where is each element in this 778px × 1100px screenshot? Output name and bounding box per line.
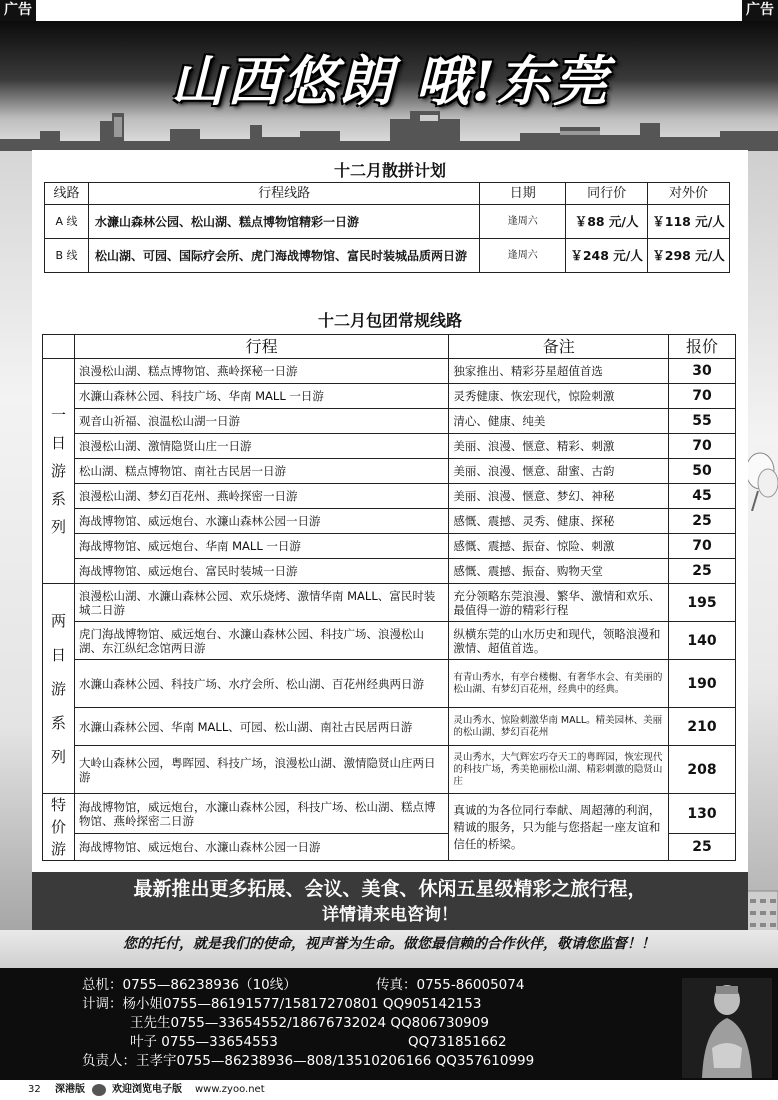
table-row: [43, 409, 736, 434]
col-header-price: 报价: [669, 335, 736, 359]
table-row: [43, 534, 736, 559]
price-cell: 70: [669, 434, 736, 459]
price-cell: 25: [669, 834, 736, 861]
price-cell: 140: [669, 622, 736, 660]
route-cell: 大岭山森林公园，粤晖园、科技广场，浪漫松山湖、激情隐贤山庄两日游: [74, 746, 448, 794]
table-row: [43, 359, 736, 384]
fax-number: 传真：0755-86005074: [376, 977, 525, 993]
col-header-public-price: 对外价: [648, 183, 730, 205]
route-date: 逢周六: [480, 205, 566, 239]
col-header-category: [43, 335, 75, 359]
route-cell: 水濂山森林公园、科技广场、华南 MALL 一日游: [74, 384, 448, 409]
route-cell: 浪漫松山湖、激情隐贤山庄一日游: [74, 434, 448, 459]
table-row: [43, 509, 736, 534]
col-header-route: 行程: [74, 335, 448, 359]
category-two-day: 两日游系列: [43, 584, 75, 794]
note-cell: 充分领略东莞浪漫、繁华、激情和欢乐、最值得一游的精彩行程: [449, 584, 669, 622]
price-cell: 50: [669, 459, 736, 484]
route-cell: 浪漫松山湖、梦幻百花州、燕岭探密一日游: [74, 484, 448, 509]
group-tour-table: [42, 334, 736, 861]
promo-line-1: 最新推出更多拓展、会议、美食、休闲五星级精彩之旅行程，: [133, 878, 647, 900]
banner: [0, 21, 778, 151]
price-cell: 210: [669, 708, 736, 746]
planner-3: 叶子 0755—33654553: [130, 1034, 278, 1050]
route-description: 水濂山森林公园、松山湖、糕点博物馆精彩一日游: [88, 205, 479, 239]
main-phone: 总机：0755—86238936（10线）: [82, 977, 297, 993]
route-cell: 海战博物馆、威远炮台、华南 MALL 一日游: [74, 534, 448, 559]
scatter-plan-table: [44, 182, 730, 273]
price-cell: 70: [669, 534, 736, 559]
table-row: [43, 794, 736, 834]
planner-1: 计调：杨小姐0755—86191577/15817270801 QQ905142153: [82, 996, 482, 1012]
ad-label-left: 广告: [0, 0, 36, 21]
route-description: 松山湖、可园、国际疗会所、虎门海战博物馆、富民时装城品质两日游: [88, 239, 479, 273]
ad-label-right: 广告: [742, 0, 778, 21]
price-cell: 70: [669, 384, 736, 409]
table-row: [43, 584, 736, 622]
slogan: 您的托付，就是我们的使命，视声誉为生命。做您最信赖的合作伙伴，敬请您监督！！: [0, 930, 778, 968]
table-row: [43, 660, 736, 708]
table-row: [43, 459, 736, 484]
route-cell: 松山湖、糕点博物馆、南社古民居一日游: [74, 459, 448, 484]
public-price: ￥118 元/人: [648, 205, 730, 239]
website-link[interactable]: www.zyoo.net: [195, 1084, 265, 1095]
price-cell: 130: [669, 794, 736, 834]
price-cell: 30: [669, 359, 736, 384]
route-cell: 浪漫松山湖、糕点博物馆、燕岭探秘一日游: [74, 359, 448, 384]
planner-2: 王先生0755—33654552/18676732024 QQ806730909: [130, 1015, 489, 1031]
scatter-plan-title: 十二月散拼计划: [333, 161, 446, 180]
buddha-statue-image: [682, 978, 772, 1078]
category-one-day: 一日游系列: [43, 359, 75, 584]
route-cell: 观音山祈福、浪温松山湖一日游: [74, 409, 448, 434]
note-cell: 美丽、浪漫、惬意、精彩、刺激: [449, 434, 669, 459]
route-cell: 水濂山森林公园、华南 MALL、可园、松山湖、南社古民居两日游: [74, 708, 448, 746]
category-special: 特价游: [43, 794, 75, 861]
note-cell: 感慨、震撼、振奋、购物天堂: [449, 559, 669, 584]
promo-banner: [32, 872, 748, 930]
col-header-note: 备注: [449, 335, 669, 359]
note-cell: 有青山秀水，有亭台楼榭、有奢华水会、有美丽的松山湖、有梦幻百花州，经典中的经典。: [449, 660, 669, 708]
planner-3-qq: QQ731851662: [408, 1034, 507, 1050]
note-cell: 灵秀健康、恢宏现代，惊险刺激: [449, 384, 669, 409]
route-code: A 线: [45, 205, 89, 239]
table-row: [45, 205, 730, 239]
contact-section: [0, 968, 778, 1080]
table-row: [43, 622, 736, 660]
price-cell: 45: [669, 484, 736, 509]
route-cell: 浪漫松山湖、水濂山森林公园、欢乐烧烤、激情华南 MALL、富民时装城二日游: [74, 584, 448, 622]
col-header-code: 线路: [45, 183, 89, 205]
table-row: [45, 239, 730, 273]
note-cell: 真诚的为各位同行奉献、周超薄的利润，精诚的服务，只为能与您搭起一座友谊和信任的桥梁。: [449, 794, 669, 861]
note-cell: 清心、健康、纯美: [449, 409, 669, 434]
note-cell: 感慨、震撼、振奋、惊险、刺激: [449, 534, 669, 559]
route-cell: 海战博物馆、威远炮台、水濂山森林公园一日游: [74, 834, 448, 861]
note-cell: 灵山秀水、惊险刺激华南 MALL。精美园林、美丽的松山湖、梦幻百花州: [449, 708, 669, 746]
peer-price: ￥88 元/人: [566, 205, 648, 239]
note-cell: 灵山秀水，大气辉宏巧夺天工的粤晖园，恢宏现代的科技广场，秀美艳丽松山湖、精彩刺激的隐贤山庄: [449, 746, 669, 794]
route-cell: 水濂山森林公园、科技广场、水疗会所、松山湖、百花州经典两日游: [74, 660, 448, 708]
route-cell: 海战博物馆，威远炮台，水濂山森林公园，科技广场、松山湖、糕点博物馆、燕岭探密二日游: [74, 794, 448, 834]
page-number: 32: [28, 1084, 41, 1095]
route-cell: 海战博物馆、威远炮台、富民时装城一日游: [74, 559, 448, 584]
note-cell: 美丽、浪漫、惬意、甜蜜、古韵: [449, 459, 669, 484]
note-cell: 美丽、浪漫、惬意、梦幻、神秘: [449, 484, 669, 509]
table-header-row: [43, 335, 736, 359]
table-header-row: [45, 183, 730, 205]
skyline-image: [0, 101, 778, 151]
col-header-peer-price: 同行价: [566, 183, 648, 205]
route-date: 逢周六: [480, 239, 566, 273]
manager-contact: 负责人：王孝宇0755—86238936—808/13510206166 QQ357610999: [82, 1053, 535, 1069]
logo-icon: [92, 1084, 106, 1096]
price-cell: 190: [669, 660, 736, 708]
table-row: [43, 434, 736, 459]
note-cell: 感慨、震撼、灵秀、健康、探秘: [449, 509, 669, 534]
route-code: B 线: [45, 239, 89, 273]
group-tour-title: 十二月包团常规线路: [317, 311, 462, 330]
table-row: [43, 746, 736, 794]
peer-price: ￥248 元/人: [566, 239, 648, 273]
price-cell: 195: [669, 584, 736, 622]
table-row: [43, 708, 736, 746]
note-cell: 独家推出、精彩芬星超值首选: [449, 359, 669, 384]
price-cell: 208: [669, 746, 736, 794]
content-panel: [32, 150, 748, 872]
footer: [0, 1080, 778, 1100]
welcome-text: 欢迎浏览电子版: [112, 1084, 182, 1095]
table-row: [43, 384, 736, 409]
price-cell: 25: [669, 509, 736, 534]
edition-label: 深港版: [55, 1084, 85, 1095]
table-row: [43, 559, 736, 584]
col-header-date: 日期: [480, 183, 566, 205]
route-cell: 虎门海战博物馆、威远炮台、水濂山森林公园、科技广场、浪漫松山湖、东江纵纪念馆两日游: [74, 622, 448, 660]
table-row: [43, 484, 736, 509]
col-header-route: 行程线路: [88, 183, 479, 205]
promo-line-2: 详情请来电咨询！: [322, 905, 458, 925]
public-price: ￥298 元/人: [648, 239, 730, 273]
price-cell: 25: [669, 559, 736, 584]
note-cell: 纵横东莞的山水历史和现代，领略浪漫和激情、超值首选。: [449, 622, 669, 660]
price-cell: 55: [669, 409, 736, 434]
route-cell: 海战博物馆、威远炮台、水濂山森林公园一日游: [74, 509, 448, 534]
ad-strip: [0, 0, 778, 21]
banner-title: 山西悠朗 哦!东莞: [170, 49, 610, 113]
